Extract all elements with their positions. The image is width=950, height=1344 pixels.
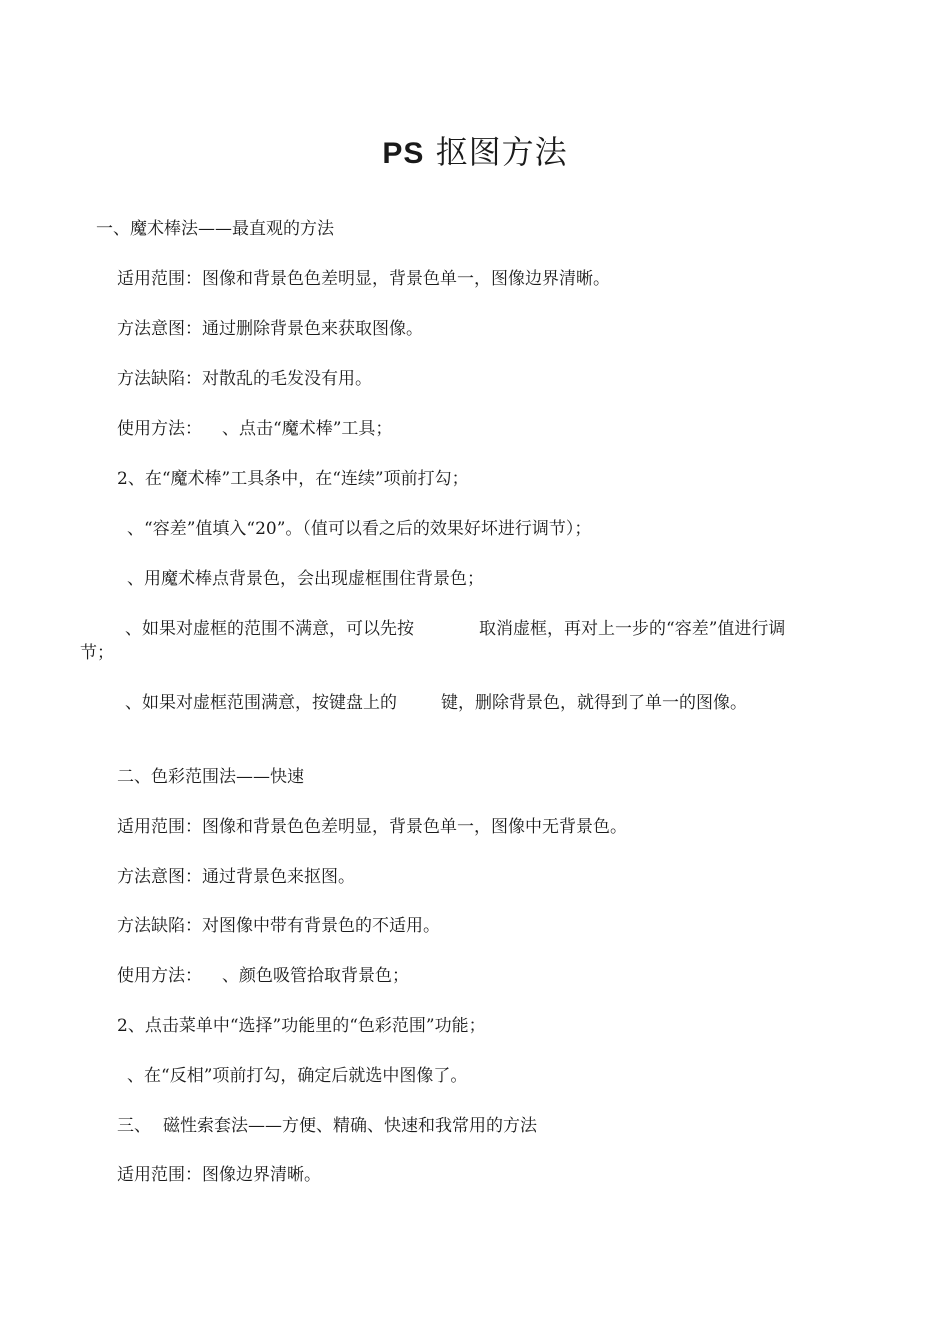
section3-scope: 适用范围：图像边界清晰。 (117, 1165, 321, 1185)
section1-scope: 适用范围：图像和背景色色差明显，背景色单一，图像边界清晰。 (117, 269, 610, 289)
section2-intent: 方法意图：通过背景色来抠图。 (117, 867, 355, 887)
title-prefix: PS (382, 137, 425, 170)
section2-usage (117, 964, 409, 988)
section2-step2: 2、点击菜单中“选择”功能里的“色彩范围”功能； (117, 1016, 486, 1036)
section1-intent: 方法意图：通过删除背景色来获取图像。 (117, 319, 423, 339)
section1-step4: 、用魔术棒点背景色，会出现虚框围住背景色； (127, 569, 484, 589)
section2-step1: 、颜色吸管拾取背景色； (222, 966, 409, 986)
section1-step3: 、“容差”值填入“20”。（值可以看之后的效果好坏进行调节）； (127, 519, 592, 539)
section1-step5 (80, 617, 792, 665)
section1-heading: 一、魔术棒法——最直观的方法 (96, 219, 334, 239)
page-title (0, 130, 950, 176)
section2-scope: 适用范围：图像和背景色色差明显，背景色单一，图像中无背景色。 (117, 817, 627, 837)
section1-step5-a: 、如果对虚框的范围不满意，可以先按 (125, 619, 414, 639)
section1-step6 (80, 691, 792, 715)
section3-heading-row (117, 1114, 537, 1138)
section2-usage-label: 使用方法： (117, 966, 202, 986)
section2-step3: 、在“反相”项前打勾，确定后就选中图像了。 (127, 1066, 468, 1086)
section1-usage-label: 使用方法： (117, 419, 202, 439)
section1-step6-a: 、如果对虚框范围满意，按键盘上的 (125, 693, 397, 713)
section1-step6-b: 键，删除背景色，就得到了单一的图像。 (441, 693, 747, 713)
title-text: 抠图方法 (435, 133, 568, 171)
section1-usage (117, 417, 392, 441)
section3-heading-num: 三、 (117, 1116, 151, 1136)
section1-step5-b: 取消虚框，再对上一步的“容差”值进行调节； (80, 619, 786, 663)
section2-flaw: 方法缺陷：对图像中带有背景色的不适用。 (117, 916, 440, 936)
section1-step1: 、点击“魔术棒”工具； (222, 419, 393, 439)
section2-heading: 二、色彩范围法——快速 (117, 767, 304, 787)
section3-heading: 磁性索套法——方便、精确、快速和我常用的方法 (163, 1116, 537, 1136)
section1-flaw: 方法缺陷：对散乱的毛发没有用。 (117, 369, 372, 389)
section1-step2: 2、在“魔术棒”工具条中，在“连续”项前打勾； (117, 469, 469, 489)
